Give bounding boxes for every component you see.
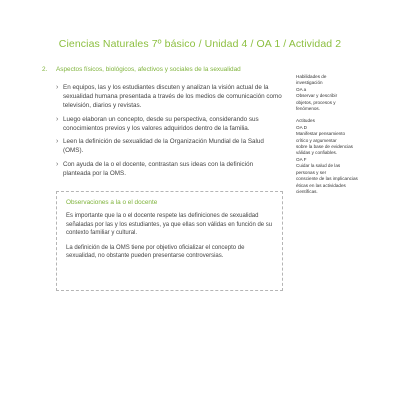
sidebar-line: Manifestar pensamiento	[296, 131, 346, 137]
section-heading	[42, 66, 282, 73]
list-item: › Leen la definición de sexualidad de la Organización Mundial de la Salud (OMS).	[56, 137, 282, 155]
sidebar-line: científicas.	[296, 188, 318, 194]
observations-paragraph: La definición de la OMS tiene por objetivo oficializar el concepto de sexualidad, no obstante pueden presentarse controversias.	[66, 244, 245, 260]
list-item: › Luego elaboran un concepto, desde su perspectiva, considerando sus conocimientos previos y los valores adquiridos dentro de la familia.	[56, 115, 282, 133]
page-title: Ciencias Naturales 7º básico / Unidad 4 / OA 1 / Actividad 2	[58, 38, 342, 50]
section-number: 2.	[42, 66, 48, 73]
sidebar-line: investigación	[296, 80, 323, 86]
observations-box	[56, 191, 283, 291]
sidebar-block-attitudes	[296, 118, 360, 195]
sidebar-line: objetos, procesos y	[296, 99, 336, 105]
sidebar-line: Observar y describir	[296, 93, 338, 99]
sidebar-line: sobre la base de evidencias	[296, 144, 353, 150]
sidebar-line: fenómenos.	[296, 106, 321, 112]
list-item: › En equipos, las y los estudiantes discuten y analizan la visión actual de la sexualidad humana presentada a través de los medios de comunicación como televisión, diarios y revistas.	[56, 83, 282, 110]
sidebar-line: OA F	[296, 156, 307, 162]
observations-paragraph: Es importante que la o el docente respete las definiciones de sexualidad señaladas por las y los estudiantes, ya que ellas son válidas en función de su contexto familiar y cultural.	[66, 213, 273, 237]
list-item: › Con ayuda de la o el docente, contrastan sus ideas con la definición planteada por la OMS.	[56, 160, 282, 178]
sidebar-line: Habilidades de	[296, 74, 327, 79]
section-heading-text: Aspectos físicos, biológicos, afectivos y sociales de la sexualidad	[56, 66, 241, 73]
sidebar-line: personas y ser	[296, 169, 327, 175]
sidebar-line: consciente de las implicancias	[296, 176, 358, 182]
sidebar-line: crítico y argumentar	[296, 137, 337, 143]
sidebar-line: Actitudes	[296, 118, 315, 124]
sidebar-line: OA D	[296, 124, 307, 130]
activity-steps-list	[56, 83, 282, 182]
sidebar-line: Cuidar la salud de las	[296, 163, 341, 169]
sidebar-line: válidas y confiables.	[296, 150, 338, 156]
sidebar-line: éticas en las actividades	[296, 182, 346, 188]
sidebar-objectives	[296, 74, 360, 201]
observations-title: Observaciones a la o el docente	[66, 199, 158, 206]
sidebar-line: OA a	[296, 86, 307, 92]
sidebar-block-skills	[296, 74, 360, 112]
